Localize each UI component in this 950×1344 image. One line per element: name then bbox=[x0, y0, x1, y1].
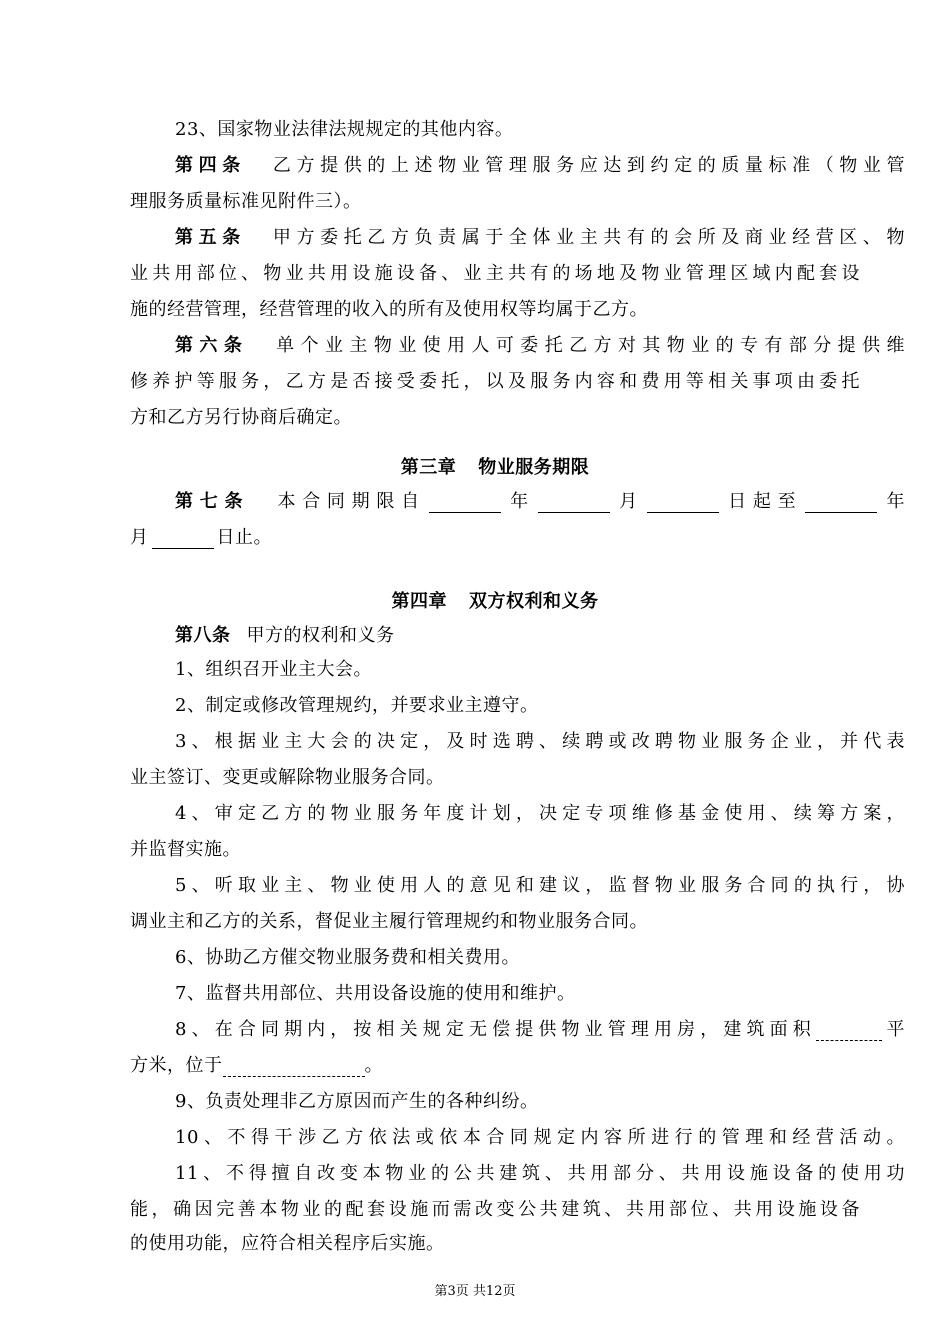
article-5-line-2: 业共用部位、物业共用设施设备、业主共有的场地及物业管理区域内配套设 bbox=[130, 263, 860, 284]
article-5-title: 第五条 bbox=[175, 227, 246, 248]
start-month-blank[interactable] bbox=[538, 490, 610, 513]
article-7-line-2: 月 日止。 bbox=[130, 527, 272, 548]
article-6-title: 第六条 bbox=[175, 335, 249, 356]
start-year-blank[interactable] bbox=[429, 490, 501, 513]
item-23: 23、国家物业法律法规规定的其他内容。 bbox=[175, 119, 514, 140]
item-3-line-2: 业主签订、变更或解除物业服务合同。 bbox=[130, 767, 445, 788]
item-11-line-1: 11、不得擅自改变本物业的公共建筑、共用部分、共用设施设备的使用功 bbox=[175, 1163, 905, 1184]
item-2: 2、制定或修改管理规约，并要求业主遵守。 bbox=[175, 695, 539, 716]
start-day-blank[interactable] bbox=[647, 490, 719, 513]
article-4-line-2: 理服务质量标准见附件三）。 bbox=[130, 191, 362, 212]
chapter-4-heading: 第四章 双方权利和义务 bbox=[391, 591, 599, 612]
item-11-line-2: 能，确因完善本物业的配套设施而需改变公共建筑、共用部位、共用设施设备 bbox=[130, 1199, 860, 1220]
article-6-line-1: 第六条 单个业主物业使用人可委托乙方对其物业的专有部分提供维 bbox=[175, 335, 906, 356]
item-9: 9、负责处理非乙方原因而产生的各种纠纷。 bbox=[175, 1091, 539, 1112]
article-8-heading: 第八条 甲方的权利和义务 bbox=[175, 625, 395, 646]
item-1: 1、组织召开业主大会。 bbox=[175, 659, 372, 680]
item-8-line-2: 方米，位于 。 bbox=[130, 1055, 383, 1076]
end-year-blank[interactable] bbox=[805, 490, 877, 513]
item-6: 6、协助乙方催交物业服务费和相关费用。 bbox=[175, 947, 520, 968]
article-5-line-3: 施的经营管理，经营管理的收入的所有及使用权等均属于乙方。 bbox=[130, 299, 648, 320]
article-7-line-1: 第七条 本合同期限自 年 月 日起至 年 bbox=[175, 491, 906, 512]
item-3-line-1: 3、根据业主大会的决定，及时选聘、续聘或改聘物业服务企业，并代表 bbox=[175, 731, 905, 752]
item-8-line-1: 8、在合同期内，按相关规定无偿提供物业管理用房，建筑面积 平 bbox=[175, 1019, 905, 1040]
item-7: 7、监督共用部位、共用设备设施的使用和维护。 bbox=[175, 983, 576, 1004]
article-8-title: 第八条 bbox=[175, 625, 231, 646]
location-blank[interactable] bbox=[223, 1054, 365, 1077]
page-footer: 第3页 共12页 bbox=[434, 1284, 516, 1299]
article-6-line-3: 方和乙方另行协商后确定。 bbox=[130, 407, 352, 428]
article-5-line-1: 第五条 甲方委托乙方负责属于全体业主共有的会所及商业经营区、物 bbox=[175, 227, 906, 248]
article-4-line-1: 第四条 乙方提供的上述物业管理服务应达到约定的质量标准（物业管 bbox=[175, 155, 906, 176]
item-10: 10、不得干涉乙方依法或依本合同规定内容所进行的管理和经营活动。 bbox=[175, 1127, 905, 1148]
item-4-line-1: 4、审定乙方的物业服务年度计划，决定专项维修基金使用、续筹方案， bbox=[175, 803, 905, 824]
article-6-line-2: 修养护等服务，乙方是否接受委托，以及服务内容和费用等相关事项由委托 bbox=[130, 371, 860, 392]
article-7-title: 第七条 bbox=[175, 491, 250, 512]
area-blank[interactable] bbox=[816, 1018, 882, 1041]
article-4-title: 第四条 bbox=[175, 155, 246, 176]
item-5-line-1: 5、听取业主、物业使用人的意见和建议，监督物业服务合同的执行，协 bbox=[175, 875, 905, 896]
item-11-line-3: 的使用功能，应符合相关程序后实施。 bbox=[130, 1233, 445, 1254]
chapter-3-heading: 第三章 物业服务期限 bbox=[400, 457, 590, 478]
item-5-line-2: 调业主和乙方的关系，督促业主履行管理规约和物业服务合同。 bbox=[130, 911, 648, 932]
item-4-line-2: 并监督实施。 bbox=[130, 839, 241, 860]
end-month-blank[interactable] bbox=[152, 526, 214, 549]
